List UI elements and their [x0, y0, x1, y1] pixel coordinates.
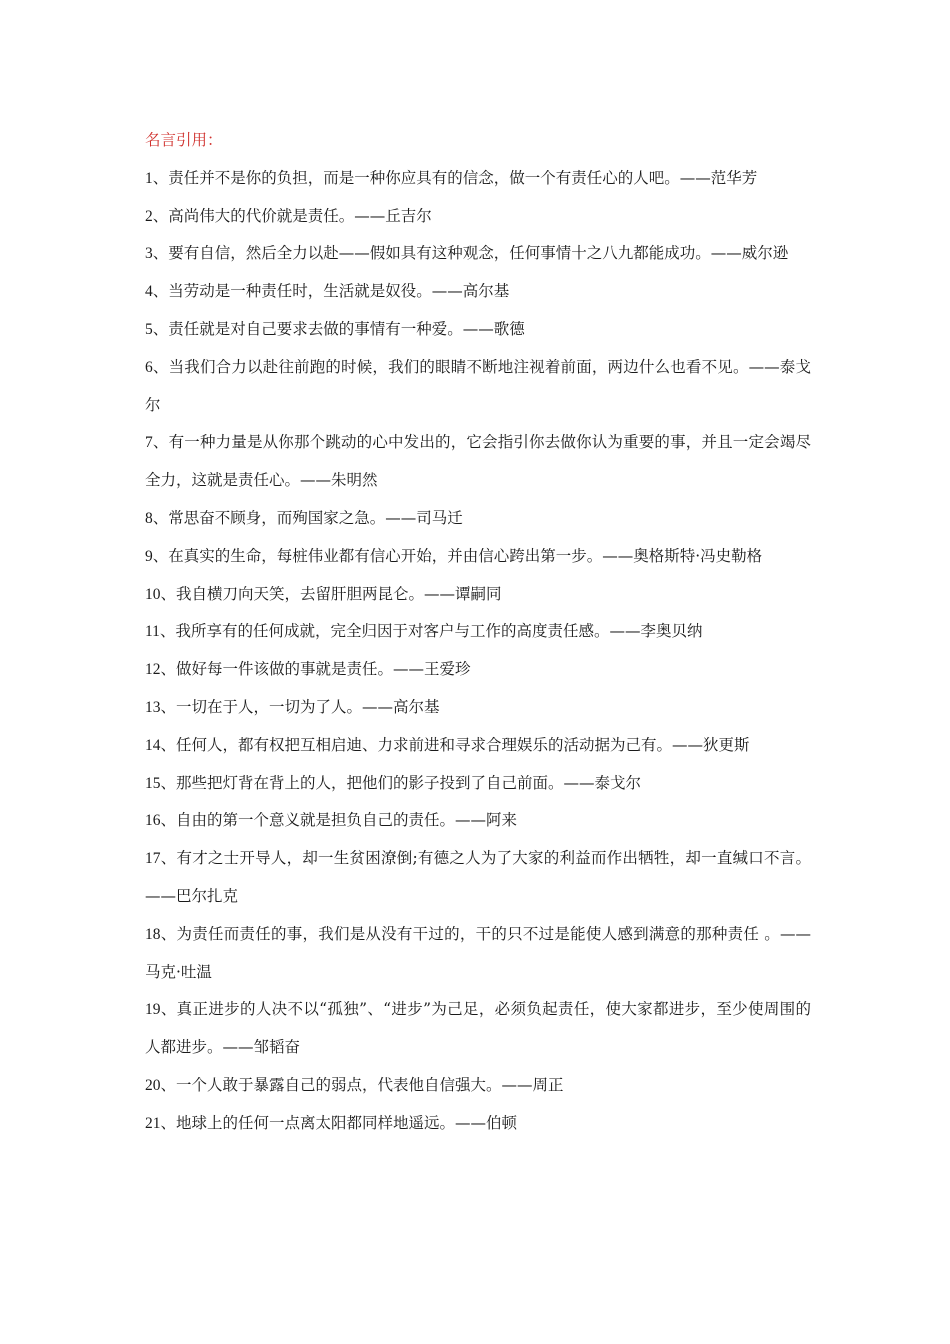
- quote-number: 20: [145, 1076, 161, 1094]
- quote-item: [145, 576, 811, 614]
- quote-text: 、我所享有的任何成就，完全归因于对客户与工作的高度责任感。——李奥贝纳: [159, 622, 703, 641]
- quote-number: 9: [145, 547, 153, 565]
- quote-text: 、在真实的生命，每桩伟业都有信心开始，并由信心跨出第一步。——奥格斯特·冯史勒格: [152, 546, 763, 565]
- quote-item: [145, 916, 811, 992]
- quote-number: 13: [145, 698, 161, 716]
- quote-text: 、做好每一件该做的事就是责任。——王爱珍: [160, 660, 471, 679]
- quote-number: 18: [145, 925, 161, 943]
- quote-item: [145, 840, 811, 916]
- quote-item: [145, 765, 811, 803]
- quote-text: 、当劳动是一种责任时，生活就是奴役。——高尔基: [152, 282, 510, 301]
- quote-text: 、一切在于人，一切为了人。——高尔基: [160, 697, 440, 716]
- quote-number: 3: [145, 245, 153, 263]
- quote-item: [145, 538, 811, 576]
- quote-number: 7: [145, 434, 153, 452]
- quote-number: 5: [145, 320, 153, 338]
- quote-item: [145, 424, 811, 500]
- quote-text: 、为责任而责任的事，我们是从没有干过的，干的只不过是能使人感到满意的那种责任 。——马克·吐温: [145, 924, 811, 981]
- quote-item: [145, 689, 811, 727]
- quote-text: 、要有自信，然后全力以赴——假如具有这种观念，任何事情十之八九都能成功。——威尔逊: [152, 244, 789, 263]
- quote-number: 21: [145, 1114, 161, 1132]
- quote-number: 11: [145, 623, 160, 641]
- quotes-section: [145, 122, 811, 1143]
- quote-text: 、当我们合力以赴往前跑的时候，我们的眼睛不断地注视着前面，两边什么也看不见。——泰戈尔: [145, 357, 811, 414]
- quote-text: 、自由的第一个意义就是担负自己的责任。——阿来: [160, 811, 518, 830]
- quote-item: [145, 235, 811, 273]
- quote-text: 、地球上的任何一点离太阳都同样地遥远。——伯顿: [160, 1113, 518, 1132]
- quote-number: 1: [145, 169, 153, 187]
- quote-item: [145, 273, 811, 311]
- quote-number: 17: [145, 850, 161, 868]
- quote-number: 14: [145, 736, 161, 754]
- quote-number: 8: [145, 509, 153, 527]
- quote-number: 19: [145, 1001, 161, 1019]
- quote-number: 12: [145, 661, 161, 679]
- quote-item: [145, 349, 811, 425]
- quote-item: [145, 160, 811, 198]
- quote-item: [145, 727, 811, 765]
- quote-text: 、常思奋不顾身，而殉国家之急。——司马迁: [152, 508, 463, 527]
- quote-text: 、我自横刀向天笑，去留肝胆两昆仑。——谭嗣同: [160, 584, 502, 603]
- quote-item: [145, 198, 811, 236]
- quote-number: 6: [145, 358, 153, 376]
- quote-item: [145, 613, 811, 651]
- quote-text: 、责任并不是你的负担，而是一种你应具有的信念，做一个有责任心的人吧。——范华芳: [152, 168, 758, 187]
- quote-text: 、那些把灯背在背上的人，把他们的影子投到了自己前面。——泰戈尔: [160, 773, 642, 792]
- quote-item: [145, 1105, 811, 1143]
- quote-number: 4: [145, 283, 153, 301]
- quote-text: 、任何人，都有权把互相启迪、力求前进和寻求合理娱乐的活动据为己有。——狄更斯: [160, 735, 750, 754]
- quote-item: [145, 991, 811, 1067]
- quote-number: 16: [145, 812, 161, 830]
- quote-item: [145, 500, 811, 538]
- quote-text: 、责任就是对自己要求去做的事情有一种爱。——歌德: [152, 319, 525, 338]
- quote-text: 、高尚伟大的代价就是责任。——丘吉尔: [152, 206, 432, 225]
- quote-text: 、一个人敢于暴露自己的弱点，代表他自信强大。——周正: [160, 1075, 564, 1094]
- quote-text: 、有一种力量是从你那个跳动的心中发出的，它会指引你去做你认为重要的事，并且一定会竭尽全力，这就是责任心。——朱明然: [145, 433, 811, 490]
- quote-text: 、有才之士开导人，却一生贫困潦倒;有德之人为了大家的利益而作出牺牲，却一直缄口不言。——巴尔扎克: [145, 849, 811, 905]
- quote-number: 10: [145, 585, 161, 603]
- quote-item: [145, 802, 811, 840]
- quote-number: 2: [145, 207, 153, 225]
- quote-item: [145, 1067, 811, 1105]
- quote-number: 15: [145, 774, 161, 792]
- quote-text: 、真正进步的人决不以“孤独”、“进步”为己足，必须负起责任，使大家都进步，至少使周围的人都进步。——邹韬奋: [145, 1000, 811, 1057]
- quote-item: [145, 311, 811, 349]
- section-heading: 名言引用：: [145, 131, 223, 149]
- quote-item: [145, 651, 811, 689]
